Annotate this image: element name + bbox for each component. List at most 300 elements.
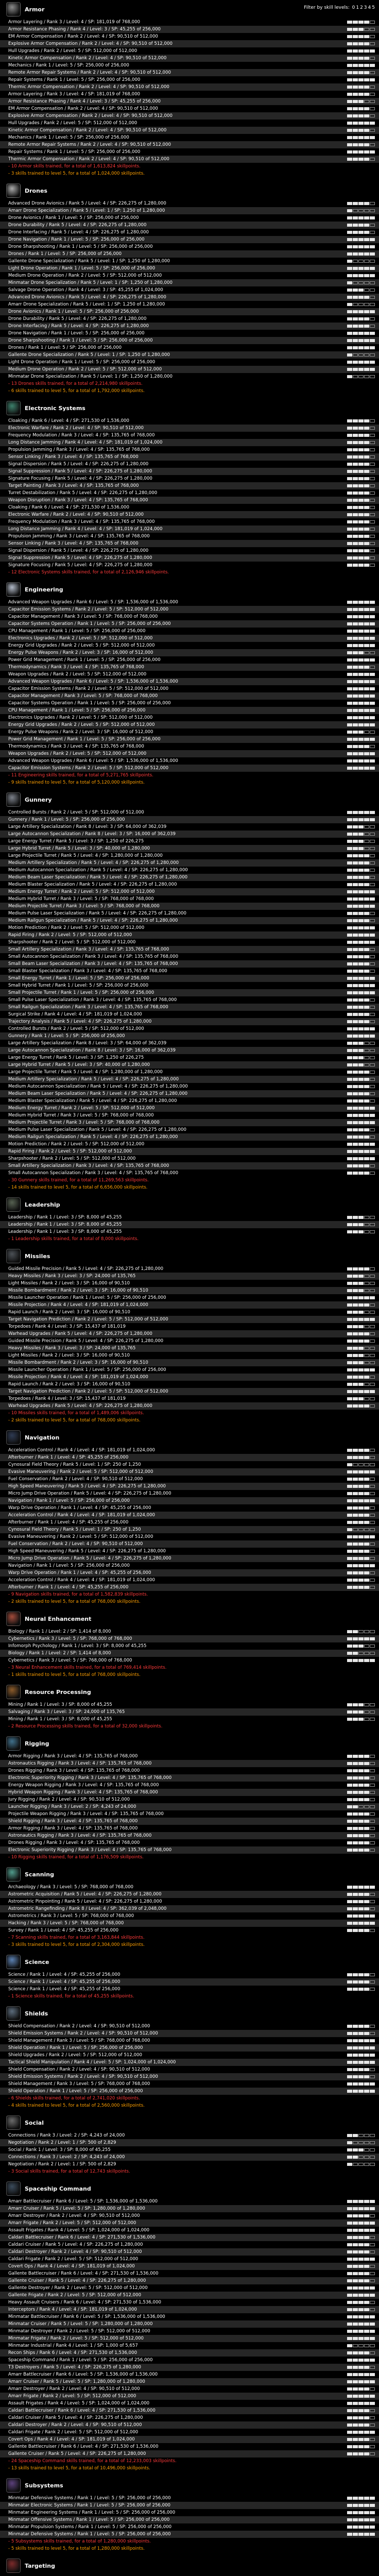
skill-row xyxy=(0,1228,379,1235)
level-box xyxy=(347,427,352,430)
level-box xyxy=(358,991,364,994)
skill-info: Energy Pulse Weapons / Rank 2 / Level: 3 / SP: 16,000 of 512,000 xyxy=(8,650,153,655)
skill-group-header[interactable] xyxy=(0,1247,379,1265)
level-box xyxy=(358,1514,364,1517)
skill-level-bar xyxy=(347,2359,375,2362)
level-box xyxy=(364,1092,369,1095)
level-box xyxy=(347,2380,352,2383)
level-box xyxy=(364,2025,369,2028)
filter-level-4[interactable]: 4 xyxy=(368,5,371,10)
level-box xyxy=(370,1849,375,1852)
level-box xyxy=(353,1332,358,1335)
skill-level-bar xyxy=(347,2068,375,2071)
level-box xyxy=(347,1136,352,1139)
level-box xyxy=(358,252,364,256)
level-box xyxy=(370,723,375,726)
level-box xyxy=(353,1121,358,1124)
level-box xyxy=(370,78,375,81)
level-box xyxy=(353,1347,358,1350)
skill-group-header[interactable] xyxy=(0,790,379,809)
skill-info: Large Artillery Specialization / Rank 8 / Level: 3 / SP: 64,000 of 362,039 xyxy=(8,1041,167,1046)
level-box xyxy=(347,86,352,89)
level-box xyxy=(353,2380,358,2383)
level-box xyxy=(358,2402,364,2405)
level-box xyxy=(358,289,364,292)
level-box xyxy=(370,1318,375,1321)
filter-level-3[interactable]: 3 xyxy=(364,5,367,10)
level-box xyxy=(353,441,358,444)
level-box xyxy=(358,1791,364,1794)
level-box xyxy=(347,1128,352,1131)
level-box xyxy=(358,2424,364,2427)
level-box xyxy=(370,651,375,654)
level-box xyxy=(353,216,358,219)
level-box xyxy=(347,687,352,690)
level-box xyxy=(364,1769,369,1772)
skill-level-bar xyxy=(347,1769,375,1772)
level-box xyxy=(358,926,364,929)
level-box xyxy=(364,1354,369,1357)
level-box xyxy=(370,484,375,487)
skill-level-bar xyxy=(347,840,375,843)
level-box xyxy=(364,238,369,241)
level-box xyxy=(364,1361,369,1364)
skill-row xyxy=(0,200,379,207)
skill-info: Evasive Maneuvering / Rank 2 / Level: 5 / SP: 512,000 of 512,000 xyxy=(8,1534,153,1539)
level-box xyxy=(364,1449,369,1452)
level-box xyxy=(364,876,369,879)
filter-level-0[interactable]: 0 xyxy=(352,5,355,10)
skill-row xyxy=(0,707,379,714)
skill-group-header[interactable] xyxy=(0,2004,379,2023)
level-box xyxy=(370,716,375,719)
skill-row xyxy=(0,1760,379,1767)
skill-level-bar xyxy=(347,723,375,726)
level-box xyxy=(353,1973,358,1976)
level-box xyxy=(364,608,369,611)
skill-group-header[interactable] xyxy=(0,1734,379,1753)
level-box xyxy=(358,477,364,480)
level-box xyxy=(353,78,358,81)
skill-group-header[interactable] xyxy=(0,1865,379,1884)
level-box xyxy=(370,1347,375,1350)
skill-row xyxy=(0,2284,379,2292)
skill-group-total: - 10 Rigging skills trained, for a total of 1,176,509 skillpoints. xyxy=(8,1855,144,1860)
level-box xyxy=(358,1099,364,1103)
skill-row xyxy=(0,1846,379,1854)
skill-row xyxy=(0,1642,379,1650)
level-box xyxy=(353,1506,358,1510)
skill-row xyxy=(0,1708,379,1716)
level-box xyxy=(358,2533,364,2536)
skill-level-bar xyxy=(347,1755,375,1758)
skill-level-bar xyxy=(347,1121,375,1124)
skill-row xyxy=(0,728,379,736)
level-box xyxy=(358,709,364,712)
level-box xyxy=(358,970,364,973)
level-box xyxy=(347,1390,352,1393)
level-box xyxy=(353,245,358,248)
level-box xyxy=(347,1172,352,1175)
level-box xyxy=(353,1528,358,1531)
level-box xyxy=(358,1776,364,1780)
level-box xyxy=(353,2265,358,2268)
level-box xyxy=(358,833,364,836)
skill-info: Missile Bombardment / Rank 2 / Level: 3 / SP: 16,000 of 90,510 xyxy=(8,1288,148,1293)
level-box xyxy=(353,2025,358,2028)
level-box xyxy=(347,2308,352,2311)
level-box xyxy=(353,869,358,872)
skill-row xyxy=(0,229,379,236)
level-box xyxy=(347,129,352,132)
skill-info: Weapon Upgrades / Rank 2 / Level: 5 / SP: 512,000 of 512,000 xyxy=(8,672,147,677)
skill-group-header[interactable] xyxy=(0,1609,379,1628)
skill-group-header[interactable] xyxy=(0,399,379,417)
level-box xyxy=(358,1834,364,1837)
level-box xyxy=(353,1013,358,1016)
skill-info: Medium Drone Operation / Rank 2 / Level: 5 / SP: 512,000 of 512,000 xyxy=(8,367,162,372)
skill-group-header[interactable] xyxy=(0,1195,379,1214)
level-box xyxy=(353,767,358,770)
skill-level-bar xyxy=(347,2337,375,2340)
skill-info: Acceleration Control / Rank 4 / Level: 4 / SP: 181,019 of 1,024,000 xyxy=(8,1578,156,1583)
level-box xyxy=(353,622,358,625)
level-box xyxy=(370,1296,375,1299)
level-box xyxy=(347,1027,352,1030)
skill-level-bar xyxy=(347,499,375,502)
level-box xyxy=(358,1340,364,1343)
level-box xyxy=(353,2438,358,2441)
skill-row xyxy=(0,1540,379,1548)
level-box xyxy=(358,1499,364,1502)
level-box xyxy=(353,542,358,545)
level-box xyxy=(347,1893,352,1896)
level-box xyxy=(347,1085,352,1088)
level-box xyxy=(370,1914,375,1918)
level-box xyxy=(364,622,369,625)
skill-group-header[interactable] xyxy=(0,2476,379,2495)
filter-level-1[interactable]: 1 xyxy=(356,5,359,10)
skill-row xyxy=(0,1337,379,1345)
level-box xyxy=(370,811,375,814)
skill-group-header[interactable] xyxy=(0,0,379,19)
skill-group-header[interactable] xyxy=(0,2113,379,2132)
level-box xyxy=(370,1275,375,1278)
level-box xyxy=(364,2046,369,2049)
level-box xyxy=(370,2163,375,2166)
level-box xyxy=(358,2301,364,2304)
skill-group-header[interactable] xyxy=(0,1428,379,1447)
level-box xyxy=(370,759,375,762)
level-box xyxy=(370,71,375,74)
level-box xyxy=(358,1703,364,1706)
level-box xyxy=(358,1056,364,1059)
skill-level-bar xyxy=(347,1164,375,1167)
skill-group-leadership xyxy=(0,1195,379,1243)
skill-row xyxy=(0,642,379,649)
skill-row xyxy=(0,475,379,482)
level-box xyxy=(370,2533,375,2536)
skill-level-bar xyxy=(347,1150,375,1153)
level-box xyxy=(364,1841,369,1844)
skill-info: Shield Management / Rank 3 / Level: 5 / SP: 768,000 of 768,000 xyxy=(8,2038,150,2043)
level-box xyxy=(364,2236,369,2239)
level-box xyxy=(358,694,364,698)
skill-level-bar xyxy=(347,998,375,1002)
level-box xyxy=(370,998,375,1002)
level-box xyxy=(347,745,352,748)
skill-info: Micro Jump Drive Operation / Rank 5 / Level: 4 / SP: 226,275 of 1,280,000 xyxy=(8,1556,171,1561)
level-box xyxy=(358,2200,364,2203)
skill-info: Capacitor Emission Systems / Rank 2 / Level: 5 / SP: 512,000 of 512,000 xyxy=(8,766,169,771)
level-box xyxy=(358,107,364,110)
level-box xyxy=(347,1368,352,1371)
level-box xyxy=(347,2387,352,2391)
skill-info: Medium Blaster Specialization / Rank 5 / Level: 4 / SP: 226,275 of 1,280,000 xyxy=(8,882,177,887)
skill-level-bar xyxy=(347,2294,375,2297)
skill-row xyxy=(0,489,379,497)
skill-info: Negotiation / Rank 2 / Level: 1 / SP: 500 of 2,829 xyxy=(8,2162,116,2167)
level-box xyxy=(364,2452,369,2455)
level-box xyxy=(358,542,364,545)
level-box xyxy=(347,470,352,473)
level-box xyxy=(370,637,375,640)
skill-info: Warhead Upgrades / Rank 5 / Level: 4 / SP: 226,275 of 1,280,000 xyxy=(8,1403,152,1409)
level-box xyxy=(370,1645,375,1648)
level-box xyxy=(370,666,375,669)
skill-level-bar xyxy=(347,49,375,53)
level-box xyxy=(353,470,358,473)
level-box xyxy=(370,1659,375,1662)
skill-row xyxy=(0,294,379,301)
level-box xyxy=(364,1013,369,1016)
level-box xyxy=(353,745,358,748)
skill-row xyxy=(0,1148,379,1155)
skill-info: Advanced Drone Avionics / Rank 5 / Level: 4 / SP: 226,275 of 1,280,000 xyxy=(8,295,166,300)
level-box xyxy=(347,21,352,24)
skill-level-bar xyxy=(347,1579,375,1582)
skill-info: Mining / Rank 1 / Level: 3 / SP: 8,000 of 45,255 xyxy=(8,1717,112,1722)
skill-info: Acceleration Control / Rank 4 / Level: 4 / SP: 181,019 of 1,024,000 xyxy=(8,1448,156,1453)
level-box xyxy=(353,2148,358,2151)
level-box xyxy=(358,2416,364,2419)
skill-row xyxy=(0,1221,379,1228)
level-box xyxy=(353,2141,358,2144)
level-box xyxy=(358,1150,364,1153)
skill-level-bar xyxy=(347,2265,375,2268)
level-box xyxy=(358,673,364,676)
level-box xyxy=(364,57,369,60)
level-box xyxy=(353,339,358,342)
level-box xyxy=(353,361,358,364)
level-box xyxy=(358,2351,364,2354)
skill-info: Tactical Shield Manipulation / Rank 4 / Level: 5 / SP: 1,024,000 of 1,024,000 xyxy=(8,2060,176,2065)
level-box xyxy=(370,934,375,937)
skill-info: Amarr Destroyer / Rank 2 / Level: 4 / SP: 90,510 of 512,000 xyxy=(8,2213,140,2218)
level-box xyxy=(353,1492,358,1495)
level-box xyxy=(353,1784,358,1787)
level-box xyxy=(358,1303,364,1307)
level-box xyxy=(364,1652,369,1655)
level-box xyxy=(358,1223,364,1226)
level-box xyxy=(364,666,369,669)
skill-info: Signature Focusing / Rank 5 / Level: 4 / SP: 226,275 of 1,280,000 xyxy=(8,476,152,481)
level-box xyxy=(347,1361,352,1364)
skill-info: Drone Interfacing / Rank 5 / Level: 4 / SP: 226,275 of 1,280,000 xyxy=(8,324,149,329)
level-box xyxy=(364,1164,369,1167)
level-box xyxy=(358,1267,364,1270)
level-box xyxy=(347,528,352,531)
level-box xyxy=(347,368,352,371)
skill-row xyxy=(0,2400,379,2407)
skill-row xyxy=(0,895,379,903)
level-box xyxy=(353,1164,358,1167)
skill-group-header[interactable] xyxy=(0,1683,379,1701)
level-box xyxy=(347,1630,352,1633)
skill-level-bar xyxy=(347,1841,375,1844)
level-box xyxy=(370,2344,375,2347)
level-box xyxy=(353,1710,358,1714)
level-box xyxy=(353,1136,358,1139)
skill-info: Shield Management / Rank 3 / Level: 5 / SP: 768,000 of 768,000 xyxy=(8,2081,150,2087)
level-box xyxy=(364,694,369,698)
skill-info: Minmatar Frigate / Rank 2 / Level: 5 / SP: 512,000 of 512,000 xyxy=(8,2336,144,2341)
skill-row xyxy=(0,1316,379,1323)
skill-info: Jury Rigging / Rank 2 / Level: 4 / SP: 90,510 of 512,000 xyxy=(8,1797,130,1802)
filter-level-2[interactable]: 2 xyxy=(360,5,363,10)
level-box xyxy=(347,1230,352,1233)
level-box xyxy=(353,368,358,371)
level-box xyxy=(353,1776,358,1780)
filter-level-5[interactable]: 5 xyxy=(372,5,375,10)
skill-info: Social / Rank 1 / Level: 3 / SP: 8,000 of 45,255 xyxy=(8,2147,111,2153)
level-box xyxy=(347,1340,352,1343)
level-box xyxy=(364,2214,369,2217)
skill-info: Large Energy Turret / Rank 5 / Level: 3 / SP: 1,250 of 226,275 xyxy=(8,1055,144,1060)
skill-row xyxy=(0,272,379,279)
skill-info: Medium Projectile Turret / Rank 3 / Level: 5 / SP: 768,000 of 768,000 xyxy=(8,904,160,909)
skill-row xyxy=(0,903,379,910)
level-box xyxy=(347,1296,352,1299)
skill-info: Warp Drive Operation / Rank 1 / Level: 4 / SP: 45,255 of 256,000 xyxy=(8,1570,151,1575)
level-box xyxy=(358,2395,364,2398)
skill-group-header[interactable] xyxy=(0,181,379,200)
level-box xyxy=(347,876,352,879)
level-box xyxy=(364,840,369,843)
skill-row xyxy=(0,2263,379,2270)
level-box xyxy=(370,2351,375,2354)
level-box xyxy=(347,840,352,843)
skill-level-bar xyxy=(347,1834,375,1837)
skill-level-bar xyxy=(347,2323,375,2326)
skill-row xyxy=(0,2407,379,2414)
skill-info: Shield Operation / Rank 1 / Level: 5 / SP: 256,000 of 256,000 xyxy=(8,2089,143,2094)
skill-group-header[interactable] xyxy=(0,1953,379,1971)
level-box xyxy=(370,2323,375,2326)
skill-info: Afterburner / Rank 1 / Level: 4 / SP: 45,255 of 256,000 xyxy=(8,1520,129,1525)
level-box xyxy=(358,434,364,437)
level-box xyxy=(347,1769,352,1772)
skill-group-header[interactable] xyxy=(0,2556,379,2575)
level-box xyxy=(358,549,364,552)
skill-row xyxy=(0,156,379,163)
skill-level-bar xyxy=(347,346,375,349)
skill-info: Frequency Modulation / Rank 3 / Level: 4 / SP: 135,765 of 768,000 xyxy=(8,433,155,438)
skill-level-bar xyxy=(347,1449,375,1452)
level-box xyxy=(358,1485,364,1488)
skill-info: Astrometrics / Rank 3 / Level: 5 / SP: 768,000 of 768,000 xyxy=(8,1913,134,1919)
level-box xyxy=(364,687,369,690)
level-box xyxy=(358,1164,364,1167)
skill-info: Thermic Armor Compensation / Rank 2 / Level: 4 / SP: 90,510 of 512,000 xyxy=(8,157,169,162)
skill-info: Assault Frigates / Rank 4 / Level: 5 / SP: 1,024,000 of 1,024,000 xyxy=(8,2228,150,2233)
level-box xyxy=(358,1557,364,1560)
level-box xyxy=(370,1020,375,1023)
level-box xyxy=(370,303,375,306)
level-box xyxy=(358,1078,364,1081)
level-box xyxy=(347,1528,352,1531)
level-box xyxy=(358,2039,364,2042)
level-box xyxy=(353,86,358,89)
skill-group-total: - 7 Scanning skills trained, for a total of 3,163,844 skillpoints. xyxy=(8,1935,145,1940)
skill-info: Biology / Rank 1 / Level: 2 / SP: 1,414 of 8,000 xyxy=(8,1651,111,1656)
level-box xyxy=(353,825,358,828)
skill-level-bar xyxy=(347,1514,375,1517)
level-box xyxy=(347,499,352,502)
level-box xyxy=(370,2445,375,2448)
level-box xyxy=(364,1521,369,1524)
skill-level-bar xyxy=(347,86,375,89)
skill-group-level5-total: - 5 skills trained to level 5, for a total of 1,280,000 skillpoints. xyxy=(8,2546,145,2551)
skill-row xyxy=(0,1032,379,1040)
level-box xyxy=(353,723,358,726)
level-box xyxy=(364,1929,369,1932)
skill-row xyxy=(0,1562,379,1569)
level-box xyxy=(370,702,375,705)
level-box xyxy=(358,100,364,103)
level-box xyxy=(358,143,364,146)
level-box xyxy=(364,513,369,516)
level-box xyxy=(353,694,358,698)
level-box xyxy=(353,1006,358,1009)
skill-row xyxy=(0,1069,379,1076)
level-box xyxy=(358,2387,364,2391)
skill-level-bar xyxy=(347,1056,375,1059)
skill-info: Navigation / Rank 1 / Level: 5 / SP: 256,000 of 256,000 xyxy=(8,1498,130,1503)
skill-info: Amarr Battlecruiser / Rank 6 / Level: 5 / SP: 1,536,000 of 1,536,000 xyxy=(8,2199,158,2204)
skill-group-header[interactable] xyxy=(0,580,379,599)
skill-info: Cloaking / Rank 6 / Level: 4 / SP: 271,530 of 1,536,000 xyxy=(8,418,129,423)
level-box xyxy=(364,854,369,857)
level-box xyxy=(347,492,352,495)
skill-level-bar xyxy=(347,549,375,552)
level-box xyxy=(358,1492,364,1495)
skill-info: Large Energy Turret / Rank 5 / Level: 3 / SP: 1,250 of 226,275 xyxy=(8,839,144,844)
skill-group-rigging xyxy=(0,1734,379,1861)
level-box xyxy=(358,984,364,987)
level-box xyxy=(370,1376,375,1379)
skill-info: Science / Rank 1 / Level: 4 / SP: 45,255 of 256,000 xyxy=(8,1987,120,1992)
level-box xyxy=(347,1071,352,1074)
skill-row xyxy=(0,874,379,881)
skill-row xyxy=(0,2080,379,2088)
level-box xyxy=(358,1478,364,1481)
level-box xyxy=(353,114,358,117)
skill-group-resource-processing xyxy=(0,1683,379,1730)
skill-info: Connections / Rank 3 / Level: 2 / SP: 4,243 of 24,000 xyxy=(8,2133,125,2138)
skill-group-header[interactable] xyxy=(0,2179,379,2198)
skill-row xyxy=(0,1920,379,1927)
